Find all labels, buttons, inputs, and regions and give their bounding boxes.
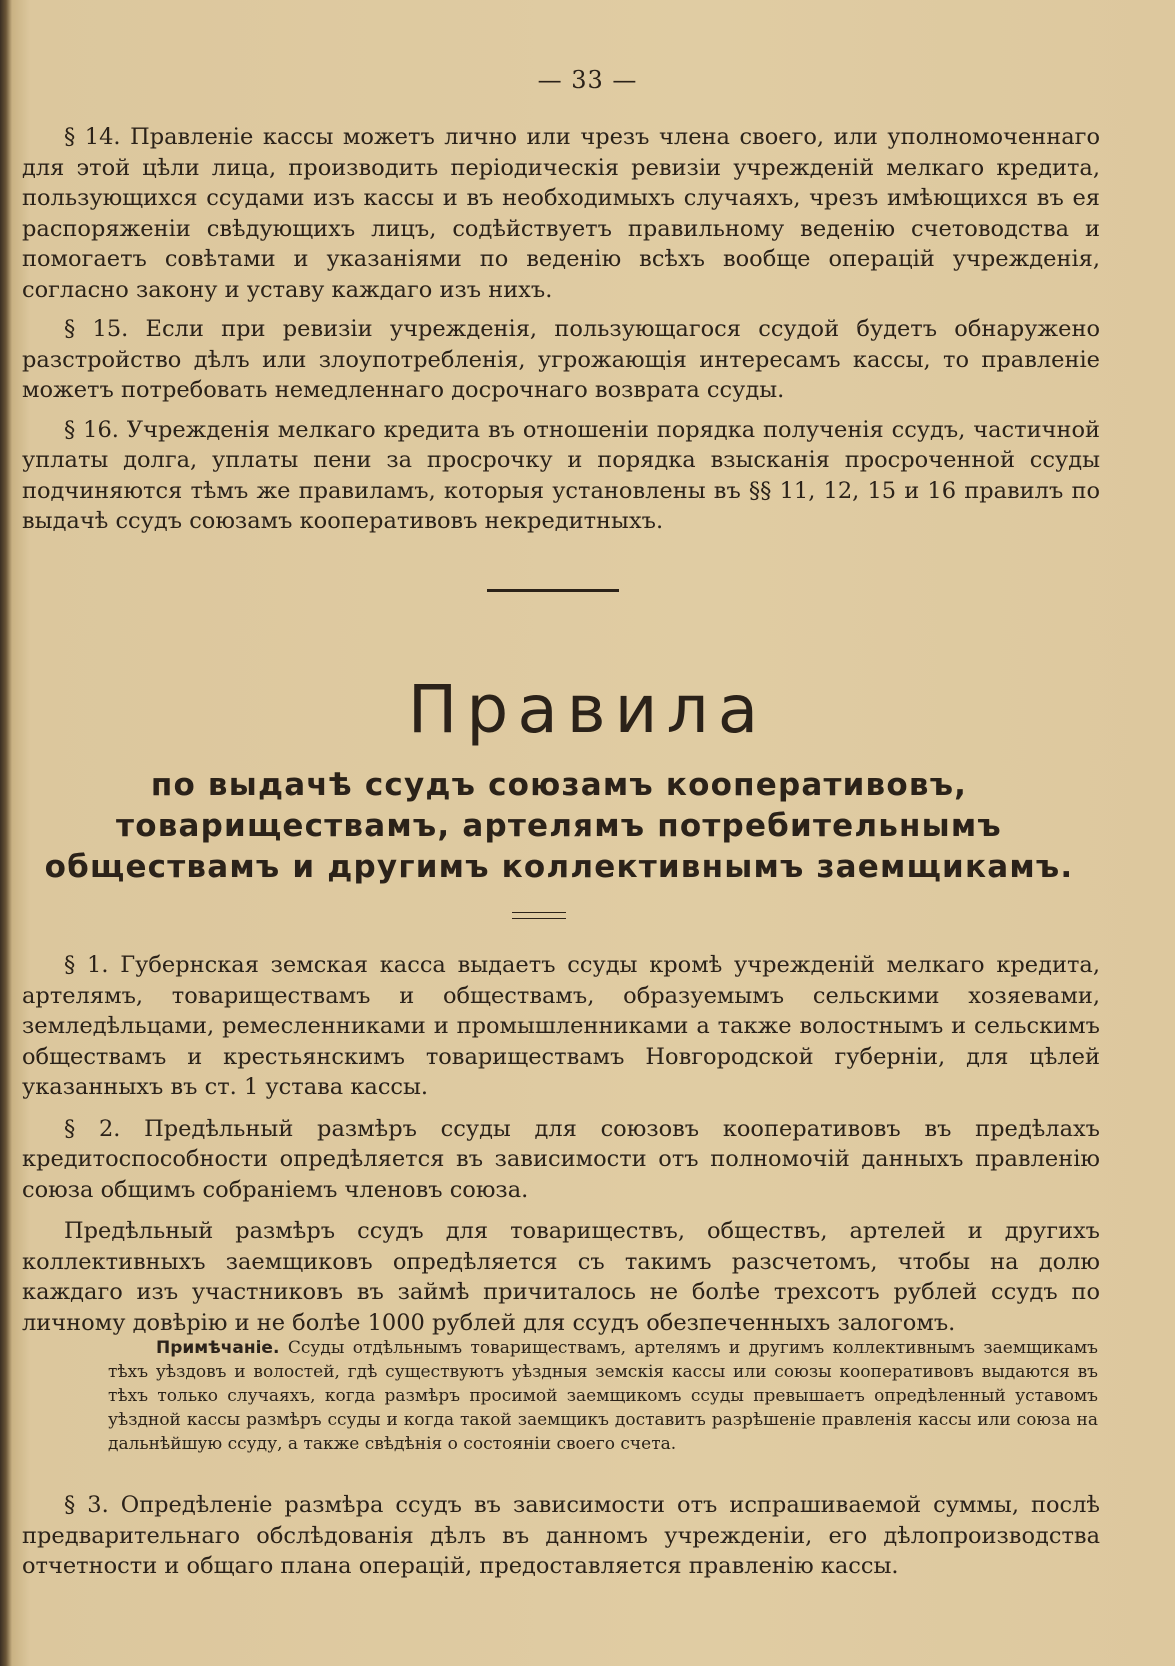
note-label: Примѣчаніе. xyxy=(156,1338,280,1358)
paragraph-15: § 15. Если при ревизіи учрежденія, пользующагося ссудой будетъ обнаружено разстройство дѣлъ или злоупотребленія, угрожающія интересамъ кассы, то правленіе можетъ потребовать немедленнаго досрочнаго возврата ссуды. xyxy=(22,316,1100,403)
rules-section xyxy=(22,950,1100,1338)
paragraph-14: § 14. Правленіе кассы можетъ лично или чрезъ члена своего, или уполномоченнаго для этой цѣли лица, производить періодическія ревизіи учрежденій мелкаго кредита, пользующихся ссудами изъ кассы и въ необходимыхъ случаяхъ, чрезъ имѣющихся въ ея распоряженіи свѣдующихъ лицъ, содѣйствуетъ правильному веденію счетоводства и помогаетъ совѣтами и указаніями по веденію всѣхъ вообще операцій учрежденія, согласно закону и уставу каждаго изъ нихъ. xyxy=(22,124,1100,303)
section-divider xyxy=(487,589,619,592)
upper-section xyxy=(22,122,1100,537)
note-text: Ссуды отдѣльнымъ товариществамъ, артелямъ и другимъ коллективнымъ заемщикамъ тѣхъ уѣздовъ и волостей, гдѣ существуютъ уѣздныя земскія кассы или союзы кооперативовъ выдаются въ тѣхъ только случаяхъ, когда размѣръ просимой заемщикомъ ссуды превышаетъ опредѣленный уставомъ уѣздной кассы размѣръ ссуды и когда такой заемщикъ доставитъ разрѣшеніе правленія кассы или союза на дальнѣйшую ссуду, а также свѣдѣнія о состояніи своего счета. xyxy=(108,1338,1098,1454)
section-title: Правила xyxy=(407,671,768,748)
section-subtitle: по выдачѣ ссудъ союзамъ кооперативовъ, товариществамъ, артелямъ потребительнымъ обществамъ и другимъ коллективнымъ заемщикамъ. xyxy=(44,767,1074,885)
paragraph-16: § 16. Учрежденія мелкаго кредита въ отношеніи порядка полученія ссудъ, частичной уплаты долга, уплаты пени за просрочку и порядка взысканія просроченной ссуды подчиняются тѣмъ же правиламъ, которыя установлены въ §§ 11, 12, 15 и 16 правилъ по выдачѣ ссудъ союзамъ кооперативовъ некредитныхъ. xyxy=(22,416,1100,534)
double-divider xyxy=(512,912,566,919)
final-section xyxy=(22,1490,1100,1582)
page-number: — 33 — xyxy=(537,66,638,94)
rule-paragraph-2: § 2. Предѣльный размѣръ ссуды для союзовъ кооперативовъ въ предѣлахъ кредитоспособности опредѣляется въ зависимости отъ полномочій данныхъ правленію союза общимъ собраніемъ членовъ союза. xyxy=(22,1115,1100,1203)
note xyxy=(108,1336,1098,1456)
rule-paragraph-1: § 1. Губернская земская касса выдаетъ ссуды кромѣ учрежденій мелкаго кредита, артелямъ, товариществамъ и обществамъ, образуемымъ сельскими хозяевами, земледѣльцами, ремесленниками и промышленниками а также волостнымъ и сельскимъ обществамъ и крестьянскимъ товариществамъ Новгородской губерніи, для цѣлей указанныхъ въ ст. 1 устава кассы. xyxy=(22,952,1100,1100)
rule-paragraph-3: § 3. Опредѣленіе размѣра ссудъ въ зависимости отъ испрашиваемой суммы, послѣ предварительнаго обслѣдованія дѣлъ въ данномъ учрежденіи, его дѣлопроизводства отчетности и общаго плана операцій, предоставляется правленію кассы. xyxy=(22,1492,1100,1579)
rule-paragraph-2-limits: Предѣльный размѣръ ссудъ для товариществъ, обществъ, артелей и другихъ коллективныхъ заемщиковъ опредѣляется съ такимъ разсчетомъ, чтобы на долю каждаго изъ участниковъ въ займѣ причиталось не болѣе трехсотъ рублей ссудъ по личному довѣрію и не болѣе 1000 рублей для ссудъ обезпеченныхъ залогомъ. xyxy=(22,1218,1100,1336)
